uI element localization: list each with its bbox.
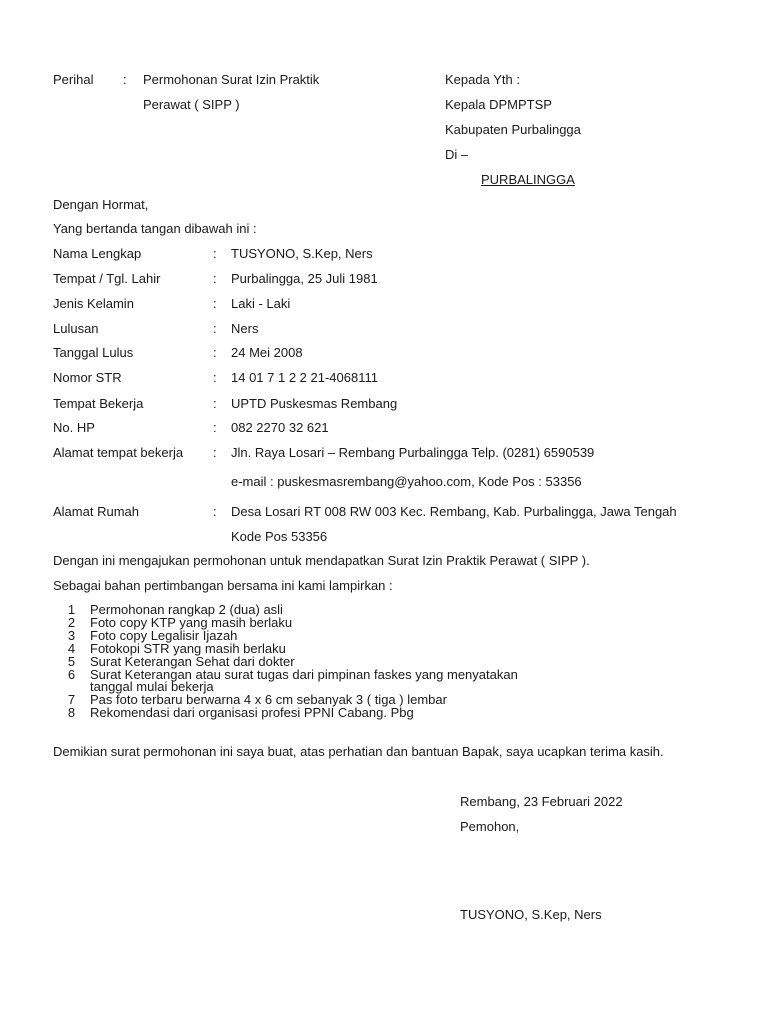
field-label-nama: Nama Lengkap xyxy=(53,246,142,261)
signature-role: Pemohon, xyxy=(460,819,520,834)
list-item-text: Foto copy KTP yang masih berlaku xyxy=(90,614,293,630)
field-label-jenis-kelamin: Jenis Kelamin xyxy=(53,296,134,311)
list-item-text: Rekomendasi dari organisasi profesi PPNI Cabang. Pbg xyxy=(90,705,414,721)
list-item-number: 1 xyxy=(67,602,76,617)
signature-place-date: Rembang, 23 Februari 2022 xyxy=(460,794,623,809)
list-item xyxy=(53,707,713,720)
intro-text: Yang bertanda tangan dibawah ini : xyxy=(53,221,257,236)
field-label-nomor-str: Nomor STR xyxy=(53,370,122,385)
list-item-number: 6 xyxy=(67,666,76,682)
field-value-nomor-str: 14 01 7 1 2 2 21-4068111 xyxy=(231,370,378,385)
field-value-alamat-rumah: Desa Losari RT 008 RW 003 Kec. Rembang, Kab. Purbalingga, Jawa Tengah xyxy=(231,504,677,519)
list-item xyxy=(53,666,713,695)
field-colon: : xyxy=(213,504,217,519)
recipient-line-3: Kabupaten Purbalingga xyxy=(445,122,581,137)
recipient-line-4: Di – xyxy=(445,147,469,162)
field-value-no-hp: 082 2270 32 621 xyxy=(231,420,329,435)
field-value-tanggal-lulus: 24 Mei 2008 xyxy=(231,345,303,360)
subject-line-2: Perawat ( SIPP ) xyxy=(143,97,240,112)
list-item-text: Surat Keterangan atau surat tugas dari pimpinan faskes yang menyatakan tanggal mulai bekerja xyxy=(90,666,518,695)
field-colon: : xyxy=(213,296,217,311)
attachments-intro: Sebagai bahan pertimbangan bersama ini kami lampirkan : xyxy=(53,578,393,593)
recipient-line-1: Kepada Yth : xyxy=(445,72,520,87)
list-item-text: Foto copy Legalisir Ijazah xyxy=(90,627,238,643)
field-label-no-hp: No. HP xyxy=(53,420,95,435)
field-label-alamat-kerja: Alamat tempat bekerja xyxy=(53,445,184,460)
field-label-alamat-rumah: Alamat Rumah xyxy=(53,504,139,519)
perihal-label: Perihal xyxy=(53,72,94,87)
list-item-number: 5 xyxy=(67,653,76,669)
list-item-text: Fotokopi STR yang masih berlaku xyxy=(90,640,286,656)
recipient-city: PURBALINGGA xyxy=(481,172,575,187)
field-colon: : xyxy=(213,396,217,411)
field-value-alamat-kerja: Jln. Raya Losari – Rembang Purbalingga Telp. (0281) 6590539 xyxy=(231,445,595,460)
field-colon: : xyxy=(213,246,217,261)
field-colon: : xyxy=(213,445,217,460)
field-value-lulusan: Ners xyxy=(231,321,259,336)
list-item-number: 8 xyxy=(67,705,76,721)
attachments-list xyxy=(53,604,713,720)
field-colon: : xyxy=(213,370,217,385)
field-label-lulusan: Lulusan xyxy=(53,321,99,336)
list-item-number: 3 xyxy=(67,627,76,643)
perihal-colon: : xyxy=(123,72,127,87)
field-colon: : xyxy=(213,345,217,360)
field-value-ttl: Purbalingga, 25 Juli 1981 xyxy=(231,271,378,286)
list-item-text: Pas foto terbaru berwarna 4 x 6 cm sebanyak 3 ( tiga ) lembar xyxy=(90,692,447,708)
list-item-number: 7 xyxy=(67,692,76,708)
subject-line-1: Permohonan Surat Izin Praktik xyxy=(143,72,320,87)
field-label-tanggal-lulus: Tanggal Lulus xyxy=(53,345,134,360)
field-colon: : xyxy=(213,321,217,336)
recipient-line-2: Kepala DPMPTSP xyxy=(445,97,552,112)
signature-name: TUSYONO, S.Kep, Ners xyxy=(460,907,602,922)
list-item-number: 4 xyxy=(67,640,76,656)
field-value-alamat-kerja-email: e-mail : puskesmasrembang@yahoo.com, Kode Pos : 53356 xyxy=(231,474,582,489)
field-value-tempat-bekerja: UPTD Puskesmas Rembang xyxy=(231,396,398,411)
list-item-text: Surat Keterangan Sehat dari dokter xyxy=(90,653,295,669)
field-colon: : xyxy=(213,420,217,435)
greeting: Dengan Hormat, xyxy=(53,197,149,212)
field-value-alamat-rumah-kodepos: Kode Pos 53356 xyxy=(231,529,328,544)
field-value-nama: TUSYONO, S.Kep, Ners xyxy=(231,246,373,261)
closing-text: Demikian surat permohonan ini saya buat, atas perhatian dan bantuan Bapak, saya ucapkan terima kasih. xyxy=(53,744,664,759)
list-item-number: 2 xyxy=(67,614,76,630)
list-item-text: Permohonan rangkap 2 (dua) asli xyxy=(90,602,283,617)
field-value-jenis-kelamin: Laki - Laki xyxy=(231,296,291,311)
field-label-ttl: Tempat / Tgl. Lahir xyxy=(53,271,161,286)
field-colon: : xyxy=(213,271,217,286)
request-text: Dengan ini mengajukan permohonan untuk mendapatkan Surat Izin Praktik Perawat ( SIPP ). xyxy=(53,553,590,568)
field-label-tempat-bekerja: Tempat Bekerja xyxy=(53,396,144,411)
